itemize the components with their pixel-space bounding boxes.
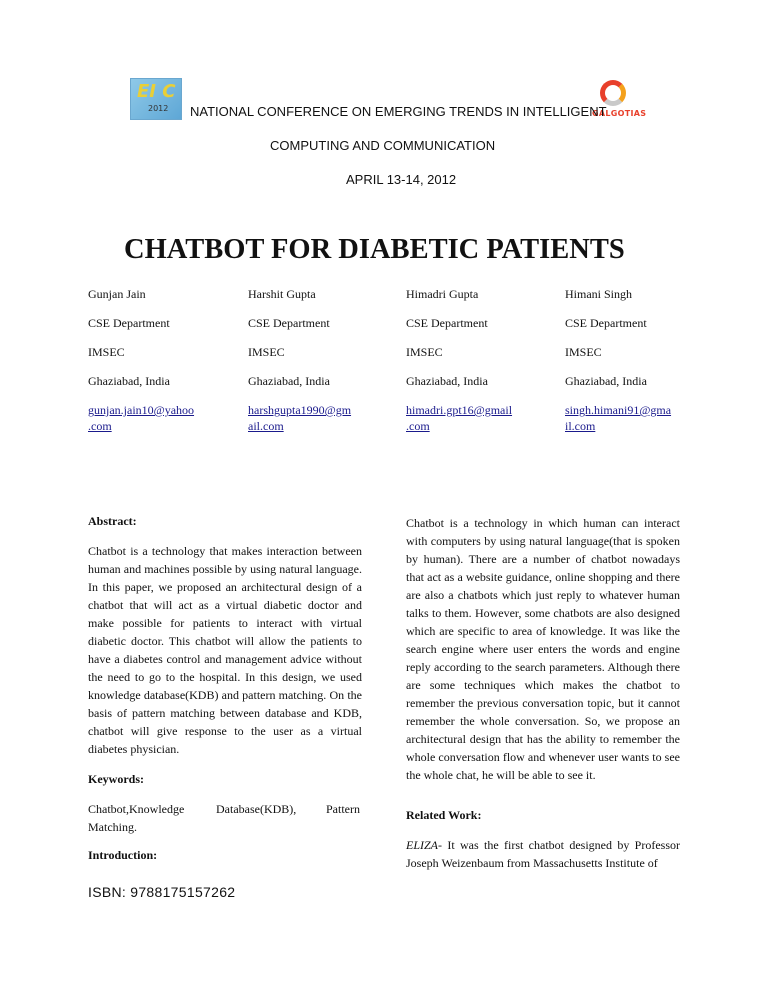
- author-city: Ghaziabad, India: [88, 374, 170, 388]
- author-department: CSE Department: [565, 316, 647, 330]
- paper-title: CHATBOT FOR DIABETIC PATIENTS: [124, 234, 625, 265]
- conference-logo: [130, 78, 182, 120]
- author-institution: IMSEC: [88, 345, 125, 359]
- abstract-heading: Abstract:: [88, 514, 137, 528]
- author-email-line2: ail.com: [248, 419, 284, 433]
- author-email-link[interactable]: [565, 402, 671, 434]
- author-email-line2: .com: [406, 419, 430, 433]
- eliza-paragraph: [406, 836, 680, 872]
- author-institution: IMSEC: [565, 345, 602, 359]
- author-email-line1: himadri.gpt16@gmail: [406, 403, 513, 417]
- conference-title-line2: COMPUTING AND COMMUNICATION: [270, 138, 496, 153]
- author-institution: IMSEC: [406, 345, 443, 359]
- author-name: Harshit Gupta: [248, 287, 316, 301]
- author-email-link[interactable]: [406, 402, 512, 434]
- introduction-text: Chatbot is a technology in which human can interact with computers by using natural language(that is spoken by human). There are a number of chatbot nowadays that act as a website guidance, online shopping and there are also a chatbots which just reply to whatever human talks to them. However, some chatbots are also designed which are specific to area of knowledge. It was like the search engine where user enters the words and engine reply according to the search parameters. Although there are some techniques which makes the chatbot to remember the previous conversation topic, but it cannot remember the whole conversation. So, we propose an architectural design that has the ability to remember the whole conversation flow and whenever user wants to see the whole chat, he will be able to see it.: [406, 516, 680, 782]
- author-city: Ghaziabad, India: [406, 374, 488, 388]
- galgotias-ring-icon: [600, 80, 626, 106]
- author-email-line1: gunjan.jain10@yahoo: [88, 403, 195, 417]
- conference-dates: APRIL 13-14, 2012: [346, 172, 457, 187]
- author-institution: IMSEC: [248, 345, 285, 359]
- keywords-part4: Matching.: [88, 820, 137, 834]
- keywords-part2: Database(KDB),: [216, 802, 297, 816]
- related-work-heading: Related Work:: [406, 808, 482, 822]
- conference-logo-year: 2012: [148, 104, 169, 113]
- author-department: CSE Department: [248, 316, 330, 330]
- author-department: CSE Department: [406, 316, 488, 330]
- conference-logo-text: EI C: [137, 81, 176, 102]
- author-email-link[interactable]: [88, 402, 194, 434]
- author-email-line1: singh.himani91@gma: [565, 403, 672, 417]
- author-city: Ghaziabad, India: [565, 374, 647, 388]
- eliza-text: - It was the first chatbot designed by Professor Joseph Weizenbaum from Massachusetts Institute of: [406, 838, 680, 870]
- isbn-footer: ISBN: 9788175157262: [88, 884, 236, 900]
- author-department: CSE Department: [88, 316, 170, 330]
- eliza-label: ELIZA: [406, 838, 439, 852]
- abstract-text: Chatbot is a technology that makes interaction between human and machines possible by using natural language. In this paper, we proposed an architectural design of a chatbot that will act as a virtual diabetic doctor and make possible for patients to interact with virtual diabetic doctor. This chatbot will allow the patients to have a diabetes control and management advice without the need to go to the hospital. In this design, we used knowledge database(KDB) and pattern matching. On the basis of pattern matching between database and KDB, chatbot will give response to the user as a virtual diabetes physician.: [88, 544, 362, 756]
- author-name: Himani Singh: [565, 287, 633, 301]
- keywords-part1: Chatbot,Knowledge: [88, 802, 185, 816]
- author-name: Himadri Gupta: [406, 287, 479, 301]
- author-city: Ghaziabad, India: [248, 374, 330, 388]
- author-email-line1: harshgupta1990@gm: [248, 403, 352, 417]
- author-name: Gunjan Jain: [88, 287, 146, 301]
- introduction-heading: Introduction:: [88, 848, 158, 862]
- galgotias-logo-text: GALGOTIAS: [592, 109, 647, 118]
- keywords-heading: Keywords:: [88, 772, 144, 786]
- keywords-part3: Pattern: [326, 802, 360, 816]
- author-email-line2: il.com: [565, 419, 596, 433]
- author-email-link[interactable]: [248, 402, 351, 434]
- author-email-line2: .com: [88, 419, 112, 433]
- conference-title-line1: NATIONAL CONFERENCE ON EMERGING TRENDS IN INTELLIGENT: [190, 104, 607, 119]
